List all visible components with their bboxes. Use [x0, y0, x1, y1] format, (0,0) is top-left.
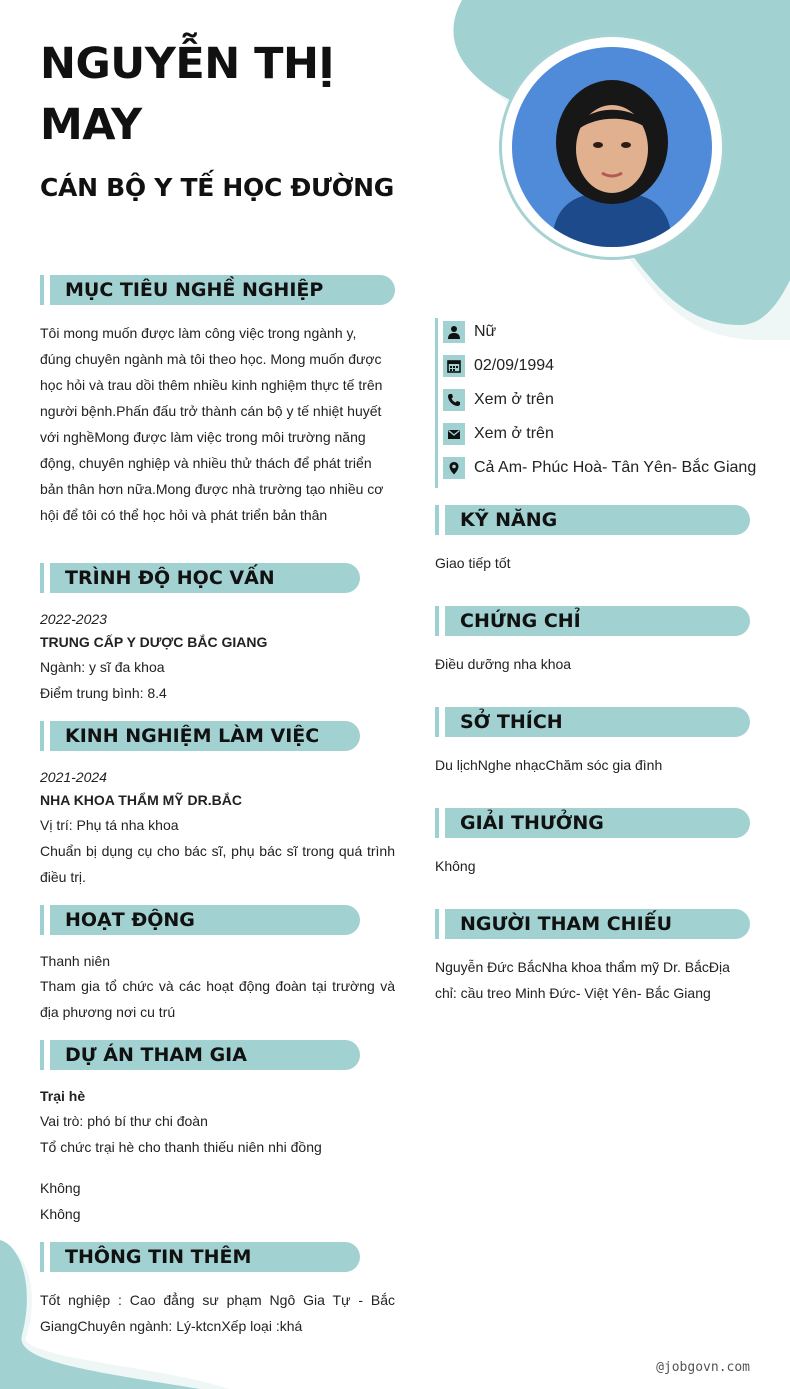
contact-birthday [443, 349, 554, 383]
section-title-skills: KỸ NĂNG [460, 509, 558, 531]
section-header-awards [435, 808, 750, 838]
project-extra-2: Không [40, 1206, 81, 1222]
project-role: Vai trò: phó bí thư chi đoàn [40, 1113, 208, 1129]
section-header-activities [40, 905, 360, 935]
section-title-activities: HOẠT ĐỘNG [65, 909, 195, 931]
experience-period: 2021-2024 [40, 769, 107, 785]
contact-address-value: Cả Am- Phúc Hoà- Tân Yên- Bắc Giang [474, 459, 757, 476]
section-title-hobbies: SỞ THÍCH [460, 711, 563, 733]
watermark: @jobgovn.com [656, 1360, 750, 1375]
candidate-name: NGUYỄN THỊ MAY [40, 39, 334, 150]
section-header-objective [40, 275, 395, 305]
section-header-certificates [435, 606, 750, 636]
experience-position: Vị trí: Phụ tá nha khoa [40, 817, 179, 833]
contact-phone-value: Xem ở trên [474, 391, 554, 408]
avatar [512, 47, 712, 247]
experience-company: NHA KHOA THẨM MỸ DR.BẮC [40, 792, 242, 808]
section-header-additional [40, 1242, 360, 1272]
person-icon [443, 321, 465, 343]
activities-role: Thanh niên [40, 953, 111, 969]
section-header-projects [40, 1040, 360, 1070]
contact-birthday-value: 02/09/1994 [474, 357, 555, 374]
experience-description: Chuẩn bị dụng cụ cho bác sĩ, phụ bác sĩ trong quá trình điều trị. [40, 843, 395, 885]
project-description: Tổ chức trại hè cho thanh thiếu niên nhi đồng [40, 1139, 322, 1155]
contact-email [443, 417, 554, 451]
phone-icon [443, 389, 465, 411]
section-header-education [40, 563, 360, 593]
section-header-experience [40, 721, 360, 751]
job-title: CÁN BỘ Y TẾ HỌC ĐƯỜNG [40, 173, 395, 202]
section-title-certificates: CHỨNG CHỈ [460, 610, 581, 632]
hobbies-text: Du lịchNghe nhạcChăm sóc gia đình [435, 757, 663, 773]
mail-icon [443, 423, 465, 445]
education-period: 2022-2023 [40, 611, 107, 627]
references-text: Nguyễn Đức BắcNha khoa thẩm mỹ Dr. BắcĐịa chỉ: cầu treo Minh Đức- Việt Yên- Bắc Giang [435, 959, 730, 1001]
contact-address [443, 451, 756, 485]
section-title-references: NGƯỜI THAM CHIẾU [460, 913, 673, 935]
education-school: TRUNG CẤP Y DƯỢC BẮC GIANG [40, 634, 268, 650]
contact-accent-line [435, 318, 438, 488]
section-title-education: TRÌNH ĐỘ HỌC VẤN [65, 567, 275, 589]
contact-gender [443, 315, 496, 349]
additional-text: Tốt nghiệp : Cao đẳng sư phạm Ngô Gia Tự - Bắc GiangChuyên ngành: Lý-ktcnXếp loại :khá [40, 1292, 395, 1334]
awards-text: Không [435, 858, 476, 874]
contact-gender-value: Nữ [474, 323, 497, 340]
skills-text: Giao tiếp tốt [435, 555, 511, 571]
section-title-awards: GIẢI THƯỞNG [460, 812, 604, 834]
section-header-references [435, 909, 750, 939]
location-pin-icon [443, 457, 465, 479]
education-gpa: Điểm trung bình: 8.4 [40, 685, 167, 701]
project-extra-1: Không [40, 1180, 81, 1196]
section-header-hobbies [435, 707, 750, 737]
section-title-objective: MỤC TIÊU NGHỀ NGHIỆP [65, 279, 324, 301]
section-title-projects: DỰ ÁN THAM GIA [65, 1044, 247, 1066]
project-name: Trại hè [40, 1088, 86, 1104]
certificates-text: Điều dưỡng nha khoa [435, 656, 572, 672]
avatar-frame [502, 37, 722, 257]
section-title-additional: THÔNG TIN THÊM [65, 1246, 252, 1268]
section-header-skills [435, 505, 750, 535]
contact-phone [443, 383, 554, 417]
activities-description: Tham gia tổ chức và các hoạt động đoàn tại trường và địa phương nơi cu trú [40, 978, 395, 1020]
education-major: Ngành: y sĩ đa khoa [40, 659, 165, 675]
calendar-icon [443, 355, 465, 377]
contact-email-value: Xem ở trên [474, 425, 554, 442]
objective-text: Tôi mong muốn được làm công việc trong ngành y, đúng chuyên ngành mà tôi theo học. Mong muốn được học hỏi và trau dồi thêm nhiều kinh nghiệm thực tế trên người bệnh.Phấn đấu trở thành cán bộ y tế nhiệt huyết với nghềMong được làm việc trong môi trường năng động, chuyên nghiệp và nhiều thử thách để phát triển bản thân hơn nữa.Mong được nhà trường tạo nhiều cơ hội để tôi có thể học hỏi và phát triển bản thân [40, 325, 384, 523]
section-title-experience: KINH NGHIỆM LÀM VIỆC [65, 725, 320, 747]
